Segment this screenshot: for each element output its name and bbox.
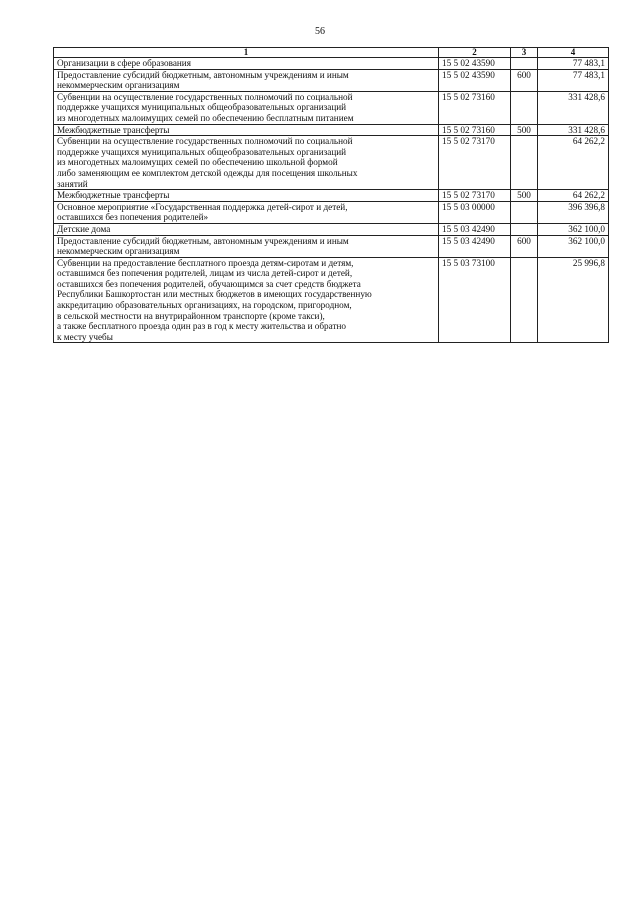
row-name-cell: Детские дома: [54, 223, 439, 235]
table-header-row: [54, 48, 609, 58]
column-header: 4: [538, 48, 609, 58]
table-row: [54, 91, 609, 124]
table-body: [54, 58, 609, 343]
budget-table: [53, 47, 609, 343]
row-name-cell: Субвенции на осуществление государственных полномочий по социальной поддержке учащихся муниципальных общеобразовательных организаций из многодетных малоимущих семей по обеспечению школьной формой либо заменяющим ее комплектом детской одежды для посещения школьных занятий: [54, 136, 439, 190]
row-code-cell: 15 5 02 73160: [439, 91, 511, 124]
row-code-cell: 15 5 02 43590: [439, 58, 511, 70]
row-type-cell: 500: [511, 124, 538, 136]
column-header: 3: [511, 48, 538, 58]
row-name-cell: Межбюджетные трансферты: [54, 124, 439, 136]
row-type-cell: [511, 58, 538, 70]
row-code-cell: 15 5 03 42490: [439, 235, 511, 257]
table-row: [54, 257, 609, 343]
row-amount-cell: 77 483,1: [538, 58, 609, 70]
row-amount-cell: 331 428,6: [538, 124, 609, 136]
row-amount-cell: 25 996,8: [538, 257, 609, 343]
row-type-cell: 500: [511, 190, 538, 202]
row-amount-cell: 396 396,8: [538, 201, 609, 223]
page-number: 56: [315, 26, 325, 37]
row-type-cell: [511, 257, 538, 343]
row-type-cell: [511, 91, 538, 124]
row-code-cell: 15 5 02 73170: [439, 136, 511, 190]
column-header: 1: [54, 48, 439, 58]
row-name-cell: Предоставление субсидий бюджетным, автономным учреждениям и иным некоммерческим организациям: [54, 235, 439, 257]
row-type-cell: [511, 201, 538, 223]
row-type-cell: [511, 223, 538, 235]
row-code-cell: 15 5 03 73100: [439, 257, 511, 343]
table-row: [54, 223, 609, 235]
row-code-cell: 15 5 03 42490: [439, 223, 511, 235]
row-amount-cell: 77 483,1: [538, 69, 609, 91]
row-type-cell: 600: [511, 235, 538, 257]
table-row: [54, 124, 609, 136]
row-name-cell: Субвенции на осуществление государственных полномочий по социальной поддержке учащихся муниципальных общеобразовательных организаций из многодетных малоимущих семей по обеспечению бесплатным питанием: [54, 91, 439, 124]
row-name-cell: Субвенции на предоставление бесплатного проезда детям-сиротам и детям, оставшимся без попечения родителей, лицам из числа детей-сирот и детей, оставшихся без попечения родителей, обучающимся за счет средств бюджета Республики Башкортостан или местных бюджетов в имеющих государственную аккредитацию образовательных организациях, на городском, пригородном, в сельской местности на внутрирайонном транспорте (кроме такси), а также бесплатного проезда один раз в год к месту жительства и обратно к месту учебы: [54, 257, 439, 343]
row-type-cell: [511, 136, 538, 190]
table-row: [54, 201, 609, 223]
table-row: [54, 58, 609, 70]
table-row: [54, 190, 609, 202]
row-code-cell: 15 5 02 43590: [439, 69, 511, 91]
row-name-cell: Основное мероприятие «Государственная поддержка детей-сирот и детей, оставшихся без попечения родителей»: [54, 201, 439, 223]
row-type-cell: 600: [511, 69, 538, 91]
column-header: 2: [439, 48, 511, 58]
row-code-cell: 15 5 02 73170: [439, 190, 511, 202]
table-row: [54, 69, 609, 91]
row-name-cell: Организации в сфере образования: [54, 58, 439, 70]
row-amount-cell: 362 100,0: [538, 235, 609, 257]
row-amount-cell: 362 100,0: [538, 223, 609, 235]
row-name-cell: Предоставление субсидий бюджетным, автономным учреждениям и иным некоммерческим организациям: [54, 69, 439, 91]
row-amount-cell: 64 262,2: [538, 190, 609, 202]
row-code-cell: 15 5 02 73160: [439, 124, 511, 136]
row-code-cell: 15 5 03 00000: [439, 201, 511, 223]
table-row: [54, 136, 609, 190]
row-amount-cell: 64 262,2: [538, 136, 609, 190]
table-row: [54, 235, 609, 257]
row-name-cell: Межбюджетные трансферты: [54, 190, 439, 202]
row-amount-cell: 331 428,6: [538, 91, 609, 124]
